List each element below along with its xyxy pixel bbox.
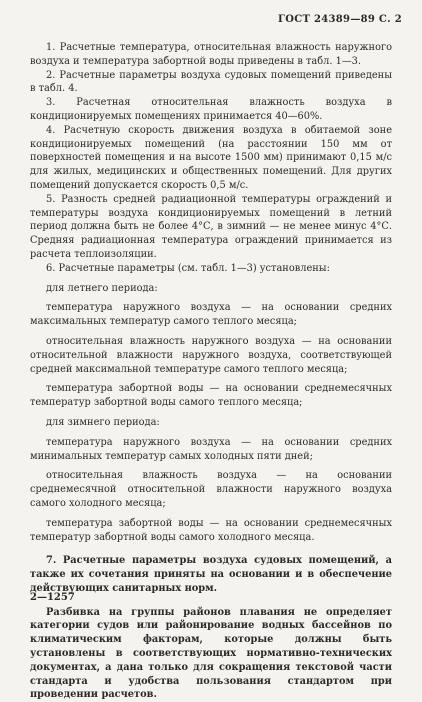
paragraph-6: 6. Расчетные параметры (см. табл. 1—3) установлены: [46,262,330,274]
paragraph-2: 2. Расчетные параметры воздуха судовых помещений приведены в табл. 4. [30,69,392,95]
summer-water-temperature: температура забортной воды — на основании среднемесячных температур забортной воды самого теплого месяца; [30,383,392,409]
winter-air-humidity: относительная влажность воздуха — на основании среднемесячной относительной влажности наружного воздуха самого холодного месяца; [30,470,392,509]
winter-period-heading: для зимнего периода: [46,416,160,428]
paragraph-7: 7. Расчетные параметры воздуха судовых помещений, а также их сочетания приняты на основании и в обеспечение действующих санитарных норм. [30,555,392,594]
summer-air-temperature: температура наружного воздуха — на основании средних максимальных температур самого теплого месяца; [30,302,392,328]
paragraph-3: 3. Расчетная относительная влажность воздуха в кондиционируемых помещениях принимается 40—60%. [30,97,392,122]
winter-air-temperature: температура наружного воздуха — на основании средних минимальных температур самых холодных пяти дней; [30,436,392,462]
document-body [30,41,392,702]
summer-period-heading: для летнего периода: [46,282,158,294]
winter-water-temperature: температура забортной воды — на основании среднемесячных температур забортной воды самого холодного месяца. [30,517,392,543]
paragraph-4: 4. Расчетную скорость движения воздуха в обитаемой зоне кондиционируемых помещений (на расстоянии 150 мм от поверхностей помещения и на высоте 1500 мм) принимают 0,15 м/с для жилых, медицинских и общественных помещений. Для других помещений допускается скорость 0,5 м/с. [30,124,392,191]
paragraph-1: 1. Расчетные температура, относительная влажность наружного воздуха и температура забортной воды приведены в табл. 1—3. [30,42,392,67]
page-footer: 2—1257 [30,592,75,603]
paragraph-5: 5. Разность средней радиационной температуры ограждений и температуры воздуха кондиционируемых помещений в летний период должна быть не более 4°С, в зимний — не менее минус 4°С. Средняя радиационная температура ограждений принимается из расчета теплоизоляции. [30,193,392,260]
page-header: ГОСТ 24389—89 С. 2 [278,14,402,25]
summer-air-humidity: относительная влажность наружного воздуха — на основании относительной влажности наружного воздуха, соответствующей средней максимальной температуре самого теплого месяца; [30,335,392,375]
note-paragraph: Разбивка на группы районов плавания не определяет категории судов или районирование водных бассейнов по климатическим факторам, которые должны быть установлены в соответствующих нормативно-технических документах, а дана только для сокращения текстовой части стандарта и удобства пользования стандартом при проведении расчетов. [30,606,392,701]
